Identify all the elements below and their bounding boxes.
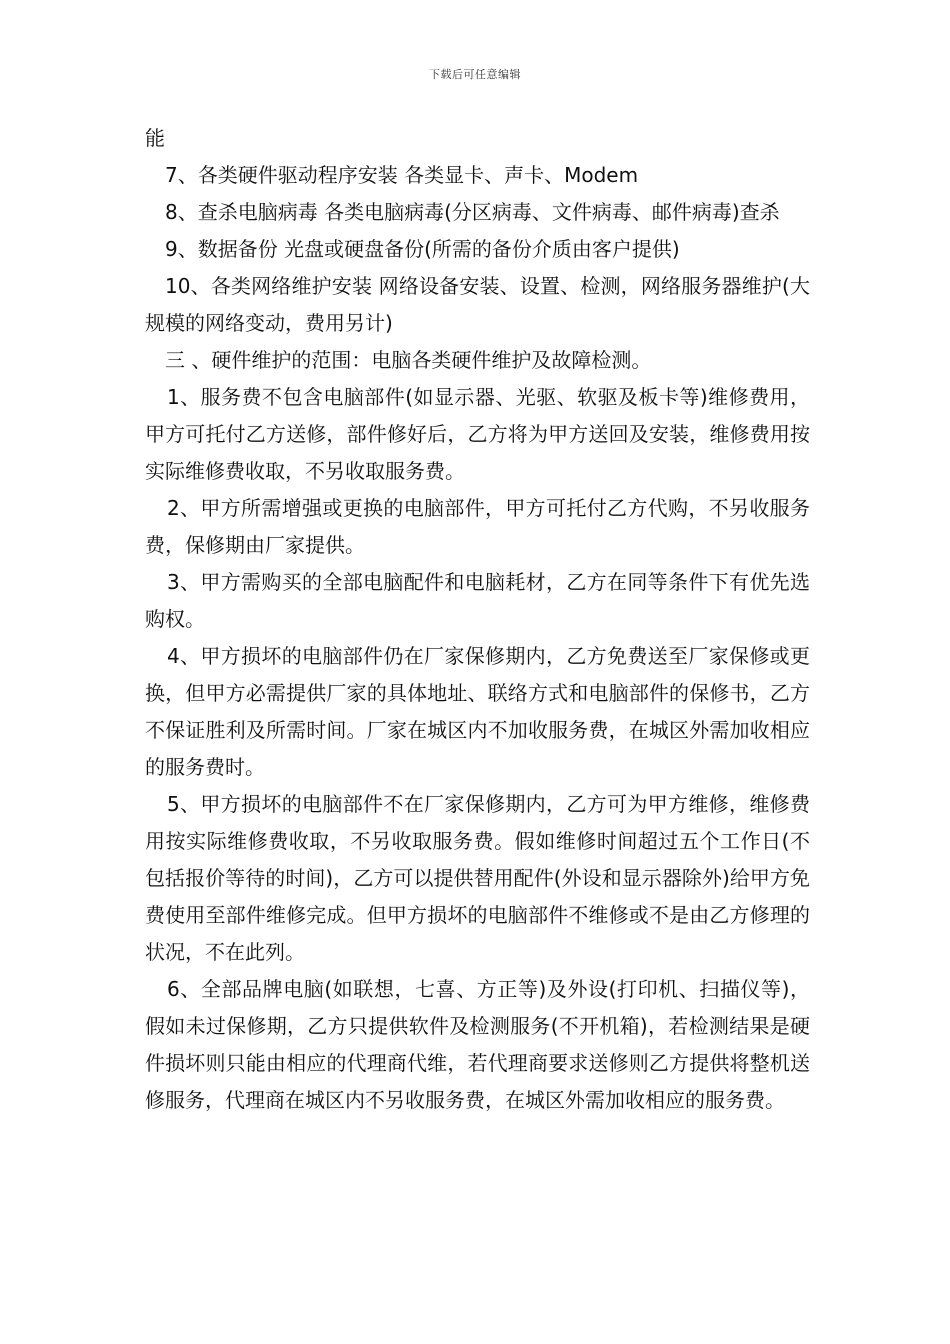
paragraph-hardware-3: 3、甲方需购买的全部电脑配件和电脑耗材，乙方在同等条件下有优先选购权。: [145, 570, 810, 631]
paragraph-continuation: 能: [145, 126, 165, 150]
paragraph-hardware-4: 4、甲方损坏的电脑部件仍在厂家保修期内，乙方免费送至厂家保修或更换，但甲方必需提供厂家的具体地址、联络方式和电脑部件的保修书，乙方不保证胜利及所需时间。厂家在城区内不加收服务费，在城区外需加收相应的服务费时。: [145, 644, 810, 779]
paragraph-hardware-2: 2、甲方所需增强或更换的电脑部件，甲方可托付乙方代购，不另收服务费，保修期由厂家提供。: [145, 496, 810, 557]
paragraph-item-7: 7、各类硬件驱动程序安装 各类显卡、声卡、Modem: [165, 163, 639, 187]
document-body: [145, 120, 810, 1119]
paragraph-item-9: 9、数据备份 光盘或硬盘备份(所需的备份介质由客户提供): [165, 237, 680, 261]
paragraph-hardware-5: 5、甲方损坏的电脑部件不在厂家保修期内，乙方可为甲方维修，维修费用按实际维修费收取，不另收取服务费。假如维修时间超过五个工作日(不包括报价等待的时间)，乙方可以提供替用配件(外设和显示器除外)给甲方免费使用至部件维修完成。但甲方损坏的电脑部件不维修或不是由乙方修理的状况，不在此列。: [145, 792, 810, 964]
paragraph-item-8: 8、查杀电脑病毒 各类电脑病毒(分区病毒、文件病毒、邮件病毒)查杀: [165, 200, 780, 224]
paragraph-item-10: 10、各类网络维护安装 网络设备安装、设置、检测，网络服务器维护(大规模的网络变动，费用另计): [145, 274, 810, 335]
page-header: 下载后可任意编辑: [429, 68, 521, 81]
section-heading-hardware: 三 、硬件维护的范围：电脑各类硬件维护及故障检测。: [165, 348, 652, 372]
paragraph-hardware-1: 1、服务费不包含电脑部件(如显示器、光驱、软驱及板卡等)维修费用，甲方可托付乙方送修，部件修好后，乙方将为甲方送回及安装，维修费用按实际维修费收取，不另收取服务费。: [145, 385, 810, 483]
paragraph-hardware-6: 6、全部品牌电脑(如联想，七喜、方正等)及外设(打印机、扫描仪等)，假如未过保修期，乙方只提供软件及检测服务(不开机箱)，若检测结果是硬件损坏则只能由相应的代理商代维，若代理商要求送修则乙方提供将整机送修服务，代理商在城区内不另收服务费，在城区外需加收相应的服务费。: [145, 977, 810, 1112]
